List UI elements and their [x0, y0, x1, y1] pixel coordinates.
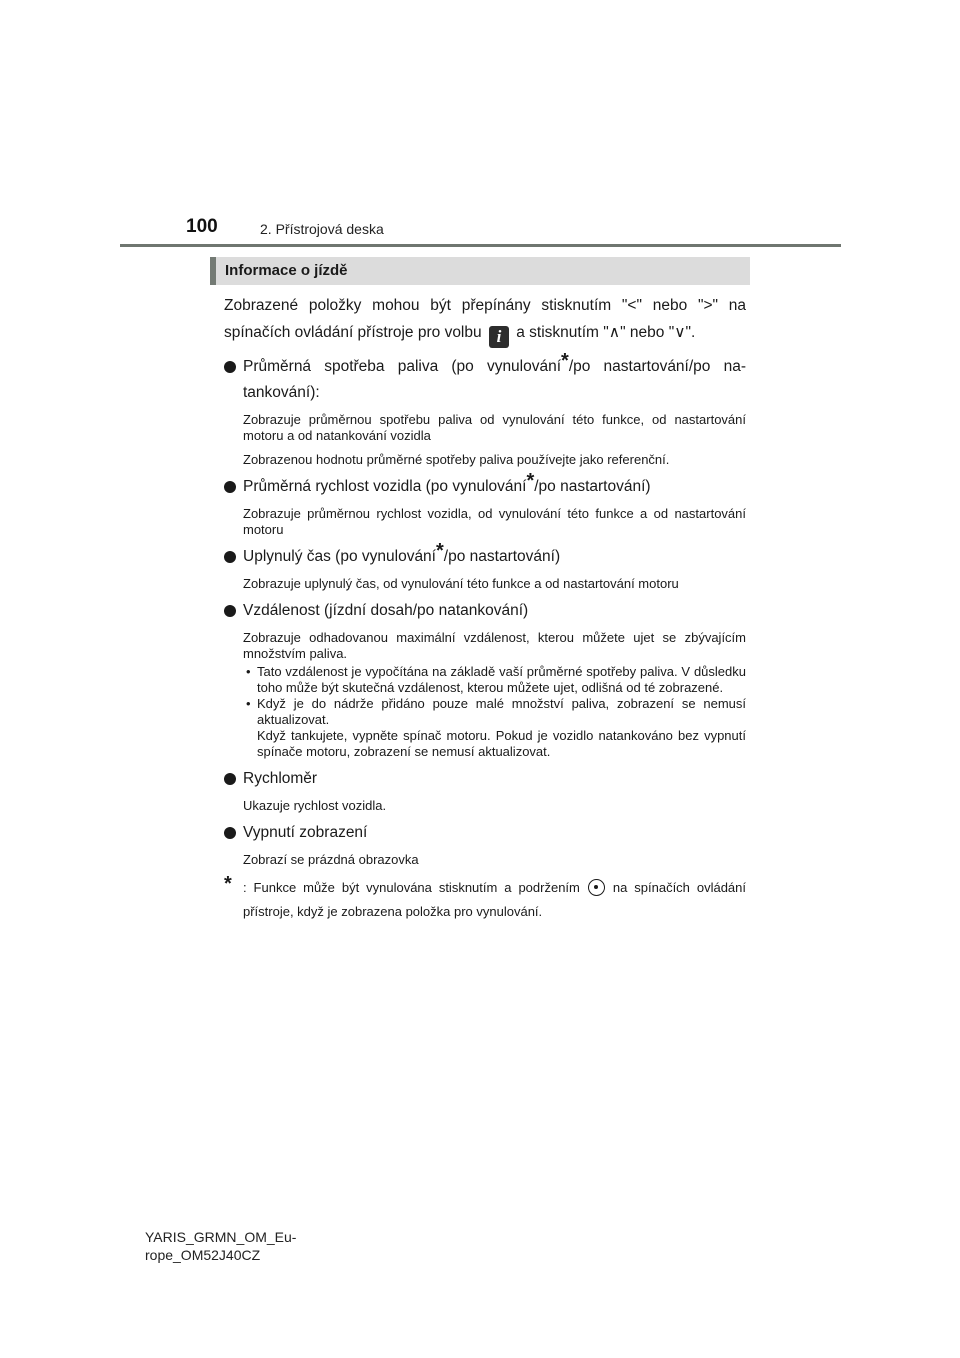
footnote-star: *	[561, 350, 569, 372]
footnote: * : Funkce může být vynulována stisknutím a podržením na spínačích ovládání přístroje, když je zobrazena položka pro vynulování.	[224, 873, 747, 919]
item-description: Zobrazuje odhadovanou maximální vzdálenost, kterou můžete ujet se zbývajícím množstvím paliva.	[243, 630, 746, 661]
item-heading: Průměrná rychlost vozidla (po vynulování*/po nastartování)	[224, 474, 746, 500]
item-description: Zobrazuje uplynulý čas, od vynulování této funkce a od nastartování motoru	[243, 576, 679, 591]
intro-paragraph	[224, 292, 746, 348]
header-rule	[120, 244, 841, 247]
item-speedometer	[224, 766, 746, 814]
sub-bullet: • Tato vzdálenost je vypočítána na základě vaší průměrné spotřeby paliva. V důsledku toho může být skutečná vzdálenost, kterou můžete ujet, odlišná od té zobrazené.	[246, 664, 746, 695]
section-heading: Informace o jízdě	[210, 257, 750, 285]
item-heading: Vzdálenost (jízdní dosah/po natankování)	[224, 598, 746, 624]
bullet-icon	[224, 605, 236, 617]
select-button-icon	[588, 879, 605, 896]
content	[224, 292, 746, 924]
footnote-star: *	[526, 470, 535, 492]
bullet-icon	[224, 827, 236, 839]
item-heading: Vypnutí zobrazení	[224, 820, 746, 846]
item-description: Zobrazí se prázdná obrazovka	[243, 852, 419, 867]
intro-text-1: Zobrazené položky mohou být přepínány stisknutím "<" nebo ">" na spínačích ovládání přístroje pro volbu	[224, 297, 746, 341]
item-heading: Průměrná spotřeba paliva (po vynulování*/po nastartování/po natankování):	[224, 354, 746, 406]
chapter-title: 2. Přístrojová deska	[260, 221, 384, 237]
item-distance	[224, 598, 746, 760]
item-heading: Rychloměr	[224, 766, 746, 792]
footnote-star: *	[224, 873, 232, 895]
item-heading: Uplynulý čas (po vynulování*/po nastartování)	[224, 544, 746, 570]
document-code: YARIS_GRMN_OM_Eu- rope_OM52J40CZ	[145, 1229, 297, 1263]
intro-text-2: a stisknutím "∧" nebo "∨".	[516, 324, 696, 341]
item-description: Zobrazenou hodnotu průměrné spotřeby paliva používejte jako referenční.	[243, 452, 670, 467]
small-bullet-icon: •	[246, 664, 251, 679]
sub-bullet: • Když je do nádrže přidáno pouze malé množství paliva, zobrazení se nemusí aktualizovat. Když tankujete, vypněte spínač motoru. Pokud je vozidlo natankováno bez vypnutí spínače motoru, zobrazení se nemusí aktualizovat.	[246, 696, 746, 759]
page-number: 100	[186, 216, 218, 237]
item-average-speed	[224, 470, 746, 538]
footnote-star: *	[436, 540, 444, 562]
item-elapsed-time	[224, 540, 746, 592]
item-display-off	[224, 820, 746, 868]
item-description: Zobrazuje průměrnou spotřebu paliva od vynulování této funkce, od nastartování motoru a od natankování vozidla	[243, 412, 746, 443]
bullet-icon	[224, 481, 236, 493]
item-average-fuel	[224, 350, 746, 468]
bullet-icon	[224, 361, 236, 373]
sub-bullet-list	[224, 664, 746, 760]
item-description: Ukazuje rychlost vozidla.	[243, 798, 387, 813]
item-description: Zobrazuje průměrnou rychlost vozidla, od vynulování této funkce a od nastartování motoru	[243, 506, 746, 537]
info-icon: i	[489, 326, 509, 348]
small-bullet-icon: •	[246, 696, 251, 711]
bullet-icon	[224, 551, 236, 563]
bullet-icon	[224, 773, 236, 785]
